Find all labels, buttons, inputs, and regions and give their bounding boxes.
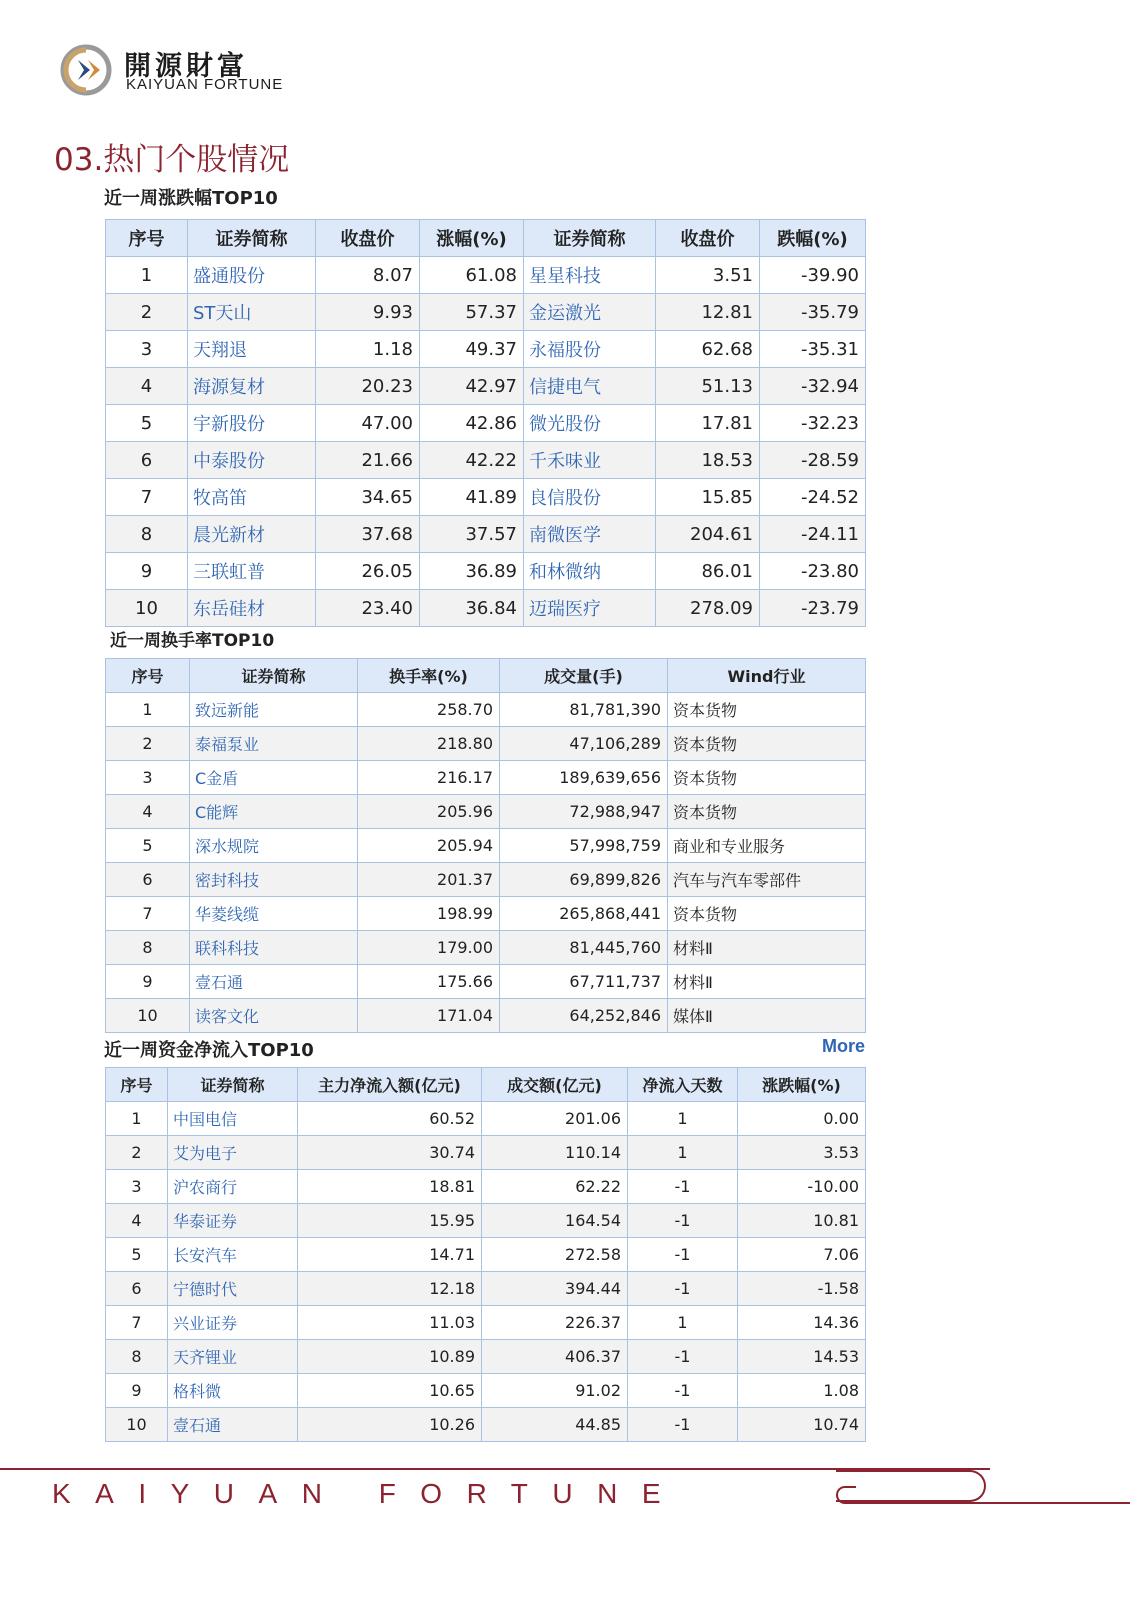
stock-name-link[interactable]: 晨光新材	[188, 516, 316, 553]
table-row	[106, 257, 866, 294]
table-cell: 5	[106, 405, 188, 442]
table-row	[106, 1170, 866, 1204]
table-cell: 2	[106, 1136, 168, 1170]
column-header: 收盘价	[316, 220, 420, 257]
table-cell: 15.95	[298, 1204, 482, 1238]
table-cell: 材料Ⅱ	[668, 965, 866, 999]
column-header: 证券简称	[190, 659, 358, 693]
table-cell: 57,998,759	[500, 829, 668, 863]
table-cell: 10	[106, 590, 188, 627]
table-cell: 1	[106, 1102, 168, 1136]
table3-title: 近一周资金净流入TOP10	[104, 1040, 314, 1061]
table-cell: 12.81	[656, 294, 760, 331]
column-header: 成交量(手)	[500, 659, 668, 693]
table-cell: 7	[106, 897, 190, 931]
stock-name-link[interactable]: 深水规院	[190, 829, 358, 863]
stock-name-link[interactable]: ST天山	[188, 294, 316, 331]
more-link[interactable]: More	[822, 1036, 866, 1056]
table-cell: 4	[106, 1204, 168, 1238]
column-header: 跌幅(%)	[760, 220, 866, 257]
table-cell: 36.84	[420, 590, 524, 627]
table-cell: -23.80	[760, 553, 866, 590]
table-cell: 49.37	[420, 331, 524, 368]
table-cell: -1	[628, 1374, 738, 1408]
stock-name-link[interactable]: 星星科技	[524, 257, 656, 294]
table-cell: 34.65	[316, 479, 420, 516]
table-row	[106, 897, 866, 931]
table-cell: 7	[106, 479, 188, 516]
table-cell: 18.81	[298, 1170, 482, 1204]
table-cell: -1	[628, 1238, 738, 1272]
table-cell: 37.68	[316, 516, 420, 553]
table-cell: 15.85	[656, 479, 760, 516]
stock-name-link[interactable]: 良信股份	[524, 479, 656, 516]
table-row	[106, 442, 866, 479]
table-cell: 3.53	[738, 1136, 866, 1170]
table-cell: 10.81	[738, 1204, 866, 1238]
table-cell: 1	[106, 693, 190, 727]
table-cell: 4	[106, 368, 188, 405]
table-cell: 278.09	[656, 590, 760, 627]
footer-brand-text: KAIYUAN FORTUNE	[52, 1478, 686, 1509]
table-row	[106, 1306, 866, 1340]
table-cell: 10.65	[298, 1374, 482, 1408]
table-cell: 26.05	[316, 553, 420, 590]
table-cell: 51.13	[656, 368, 760, 405]
table-row	[106, 795, 866, 829]
kaiyuan-logo-icon	[60, 44, 114, 96]
table-cell: 2	[106, 294, 188, 331]
table-cell: -1	[628, 1340, 738, 1374]
stock-name-link[interactable]: 南微医学	[524, 516, 656, 553]
table-cell: 5	[106, 1238, 168, 1272]
table-cell: 汽车与汽车零部件	[668, 863, 866, 897]
stock-name-link[interactable]: 天翔退	[188, 331, 316, 368]
table-row	[106, 368, 866, 405]
table-cell: 7.06	[738, 1238, 866, 1272]
table-cell: -1	[628, 1272, 738, 1306]
table-row	[106, 1340, 866, 1374]
table-row	[106, 999, 866, 1033]
table-cell: 272.58	[482, 1238, 628, 1272]
table-cell: 226.37	[482, 1306, 628, 1340]
stock-name-link[interactable]: 微光股份	[524, 405, 656, 442]
stock-name-link[interactable]: 宇新股份	[188, 405, 316, 442]
table-cell: 201.37	[358, 863, 500, 897]
stock-name-link[interactable]: 华菱线缆	[190, 897, 358, 931]
table-cell: 69,899,826	[500, 863, 668, 897]
table-cell: 47.00	[316, 405, 420, 442]
stock-name-link[interactable]: 沪农商行	[168, 1170, 298, 1204]
table-cell: 67,711,737	[500, 965, 668, 999]
table-cell: 42.22	[420, 442, 524, 479]
table1-title: 近一周涨跌幅TOP10	[104, 188, 278, 209]
table-row	[106, 863, 866, 897]
table-row	[106, 516, 866, 553]
table-row	[106, 1136, 866, 1170]
stock-name-link[interactable]: 读客文化	[190, 999, 358, 1033]
table-row	[106, 931, 866, 965]
net-inflow-table	[105, 1067, 866, 1442]
table-cell: 394.44	[482, 1272, 628, 1306]
table-row	[106, 965, 866, 999]
table-row	[106, 294, 866, 331]
table-row	[106, 761, 866, 795]
table-cell: 30.74	[298, 1136, 482, 1170]
table-cell: 1	[106, 257, 188, 294]
stock-name-link[interactable]: 东岳硅材	[188, 590, 316, 627]
table-cell: 10.89	[298, 1340, 482, 1374]
table-cell: 9	[106, 965, 190, 999]
table-cell: 18.53	[656, 442, 760, 479]
table-cell: 57.37	[420, 294, 524, 331]
table-row	[106, 1238, 866, 1272]
table-row	[106, 331, 866, 368]
table-cell: 17.81	[656, 405, 760, 442]
brand-name-en: KAIYUAN FORTUNE	[126, 76, 284, 93]
table-row	[106, 829, 866, 863]
stock-name-link[interactable]: 海源复材	[188, 368, 316, 405]
stock-name-link[interactable]: 金运激光	[524, 294, 656, 331]
table-cell: 36.89	[420, 553, 524, 590]
brand-name-cn: 開源財富	[124, 51, 248, 82]
table-row	[106, 1102, 866, 1136]
table-cell: 3	[106, 1170, 168, 1204]
table-header-row	[106, 220, 866, 257]
table-cell: 资本货物	[668, 727, 866, 761]
table-row	[106, 1408, 866, 1442]
table-cell: 110.14	[482, 1136, 628, 1170]
stock-name-link[interactable]: 和林微纳	[524, 553, 656, 590]
table-cell: 20.23	[316, 368, 420, 405]
stock-name-link[interactable]: 永福股份	[524, 331, 656, 368]
column-header: 序号	[106, 659, 190, 693]
stock-name-link[interactable]: 密封科技	[190, 863, 358, 897]
stock-name-link[interactable]: 迈瑞医疗	[524, 590, 656, 627]
column-header: 涨跌幅(%)	[738, 1068, 866, 1102]
table-cell: 42.86	[420, 405, 524, 442]
table-cell: 205.94	[358, 829, 500, 863]
table-cell: 61.08	[420, 257, 524, 294]
table-row	[106, 1204, 866, 1238]
stock-name-link[interactable]: 盛通股份	[188, 257, 316, 294]
column-header: 涨幅(%)	[420, 220, 524, 257]
table-cell: -23.79	[760, 590, 866, 627]
table-cell: 23.40	[316, 590, 420, 627]
column-header: Wind行业	[668, 659, 866, 693]
table-cell: 8	[106, 931, 190, 965]
stock-name-link[interactable]: 中国电信	[168, 1102, 298, 1136]
table-cell: 204.61	[656, 516, 760, 553]
section-title: 03.热门个股情况	[54, 142, 290, 178]
table-cell: 201.06	[482, 1102, 628, 1136]
table-cell: 12.18	[298, 1272, 482, 1306]
table-cell: 1	[628, 1136, 738, 1170]
stock-name-link[interactable]: 联科科技	[190, 931, 358, 965]
table-cell: 6	[106, 442, 188, 479]
table-cell: 14.71	[298, 1238, 482, 1272]
table-cell: 218.80	[358, 727, 500, 761]
stock-name-link[interactable]: 格科微	[168, 1374, 298, 1408]
table-cell: 21.66	[316, 442, 420, 479]
stock-name-link[interactable]: 千禾味业	[524, 442, 656, 479]
table-cell: 8.07	[316, 257, 420, 294]
table-cell: 86.01	[656, 553, 760, 590]
table-cell: 62.68	[656, 331, 760, 368]
turnover-table	[105, 658, 866, 1033]
column-header: 序号	[106, 1068, 168, 1102]
column-header: 序号	[106, 220, 188, 257]
stock-name-link[interactable]: 壹石通	[168, 1408, 298, 1442]
stock-name-link[interactable]: C金盾	[190, 761, 358, 795]
table-cell: 9.93	[316, 294, 420, 331]
table-cell: 258.70	[358, 693, 500, 727]
stock-name-link[interactable]: 致远新能	[190, 693, 358, 727]
table-header-row	[106, 1068, 866, 1102]
table-cell: 175.66	[358, 965, 500, 999]
table-cell: -24.52	[760, 479, 866, 516]
table-cell: 62.22	[482, 1170, 628, 1204]
footer-rule-lower	[850, 1502, 1130, 1504]
table-cell: 3	[106, 331, 188, 368]
table-cell: 47,106,289	[500, 727, 668, 761]
table2-title: 近一周换手率TOP10	[110, 631, 275, 651]
table-cell: 10	[106, 999, 190, 1033]
table-cell: -32.23	[760, 405, 866, 442]
table-row	[106, 727, 866, 761]
column-header: 收盘价	[656, 220, 760, 257]
table-cell: -39.90	[760, 257, 866, 294]
table-row	[106, 1374, 866, 1408]
table-cell: 10.74	[738, 1408, 866, 1442]
table-cell: 资本货物	[668, 795, 866, 829]
table-cell: 64,252,846	[500, 999, 668, 1033]
table-cell: -1	[628, 1170, 738, 1204]
table-cell: 3.51	[656, 257, 760, 294]
table-cell: 2	[106, 727, 190, 761]
stock-name-link[interactable]: C能辉	[190, 795, 358, 829]
table-row	[106, 693, 866, 727]
table-cell: 1	[628, 1306, 738, 1340]
stock-name-link[interactable]: 华泰证券	[168, 1204, 298, 1238]
table-cell: 1.18	[316, 331, 420, 368]
stock-name-link[interactable]: 中泰股份	[188, 442, 316, 479]
table-cell: 189,639,656	[500, 761, 668, 795]
stock-name-link[interactable]: 信捷电气	[524, 368, 656, 405]
table-cell: -1	[628, 1408, 738, 1442]
table-cell: -24.11	[760, 516, 866, 553]
table-cell: 9	[106, 553, 188, 590]
table-cell: 44.85	[482, 1408, 628, 1442]
table-cell: 材料Ⅱ	[668, 931, 866, 965]
table-cell: 179.00	[358, 931, 500, 965]
table-row	[106, 553, 866, 590]
table-cell: 72,988,947	[500, 795, 668, 829]
table-cell: 1	[628, 1102, 738, 1136]
table-cell: -35.79	[760, 294, 866, 331]
table-cell: 37.57	[420, 516, 524, 553]
table-cell: 6	[106, 1272, 168, 1306]
table-cell: 42.97	[420, 368, 524, 405]
table-cell: 14.36	[738, 1306, 866, 1340]
table-cell: 41.89	[420, 479, 524, 516]
table-cell: 1.08	[738, 1374, 866, 1408]
stock-name-link[interactable]: 艾为电子	[168, 1136, 298, 1170]
table-cell: 171.04	[358, 999, 500, 1033]
brand-logo	[60, 44, 360, 96]
table-cell: 8	[106, 516, 188, 553]
stock-name-link[interactable]: 牧高笛	[188, 479, 316, 516]
table-cell: -35.31	[760, 331, 866, 368]
table-cell: 14.53	[738, 1340, 866, 1374]
table-cell: 60.52	[298, 1102, 482, 1136]
column-header: 证券简称	[524, 220, 656, 257]
table-cell: 9	[106, 1374, 168, 1408]
stock-name-link[interactable]: 泰福泵业	[190, 727, 358, 761]
table-row	[106, 405, 866, 442]
table-cell: 商业和专业服务	[668, 829, 866, 863]
column-header: 成交额(亿元)	[482, 1068, 628, 1102]
table-row	[106, 590, 866, 627]
stock-name-link[interactable]: 壹石通	[190, 965, 358, 999]
table-row	[106, 479, 866, 516]
price-change-table	[105, 219, 866, 627]
table-cell: 资本货物	[668, 693, 866, 727]
table-cell: -10.00	[738, 1170, 866, 1204]
table-header-row	[106, 659, 866, 693]
table-cell: -28.59	[760, 442, 866, 479]
table-cell: 81,445,760	[500, 931, 668, 965]
table-cell: 11.03	[298, 1306, 482, 1340]
table-cell: 8	[106, 1340, 168, 1374]
table-cell: 265,868,441	[500, 897, 668, 931]
table-cell: 媒体Ⅱ	[668, 999, 866, 1033]
table-cell: 7	[106, 1306, 168, 1340]
table-cell: 216.17	[358, 761, 500, 795]
table-cell: 5	[106, 829, 190, 863]
table-cell: 81,781,390	[500, 693, 668, 727]
table-cell: 10	[106, 1408, 168, 1442]
table-cell: 6	[106, 863, 190, 897]
table-cell: -32.94	[760, 368, 866, 405]
table-cell: 10.26	[298, 1408, 482, 1442]
table-cell: 198.99	[358, 897, 500, 931]
stock-name-link[interactable]: 宁德时代	[168, 1272, 298, 1306]
table-cell: -1.58	[738, 1272, 866, 1306]
table-cell: 4	[106, 795, 190, 829]
stock-name-link[interactable]: 天齐锂业	[168, 1340, 298, 1374]
column-header: 换手率(%)	[358, 659, 500, 693]
column-header: 主力净流入额(亿元)	[298, 1068, 482, 1102]
column-header: 净流入天数	[628, 1068, 738, 1102]
table-cell: 205.96	[358, 795, 500, 829]
column-header: 证券简称	[168, 1068, 298, 1102]
stock-name-link[interactable]: 三联虹普	[188, 553, 316, 590]
table-cell: 406.37	[482, 1340, 628, 1374]
table-cell: 164.54	[482, 1204, 628, 1238]
table-cell: 0.00	[738, 1102, 866, 1136]
footer-ornament	[836, 1470, 986, 1502]
table-cell: 3	[106, 761, 190, 795]
table-cell: 资本货物	[668, 897, 866, 931]
table-cell: 91.02	[482, 1374, 628, 1408]
stock-name-link[interactable]: 兴业证券	[168, 1306, 298, 1340]
table-row	[106, 1272, 866, 1306]
table-cell: -1	[628, 1204, 738, 1238]
stock-name-link[interactable]: 长安汽车	[168, 1238, 298, 1272]
table-cell: 资本货物	[668, 761, 866, 795]
column-header: 证券简称	[188, 220, 316, 257]
